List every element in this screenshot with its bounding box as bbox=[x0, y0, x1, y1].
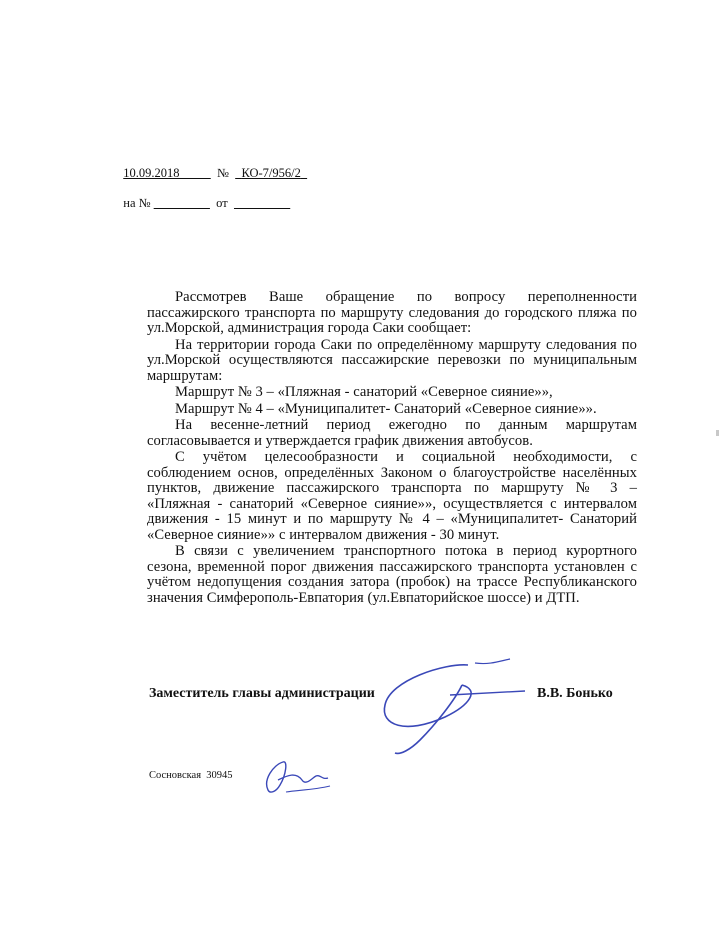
route-4-line: Маршрут № 4 – «Муниципалитет- Санаторий «Северное сияние»». bbox=[175, 400, 597, 417]
doc-number: КО-7/956/2 bbox=[241, 166, 301, 180]
body-line: «Северное сияние»» с интервалом движения - 30 минут. bbox=[147, 526, 500, 543]
handwritten-signature bbox=[350, 655, 550, 765]
executor-name: Сосновская bbox=[149, 770, 202, 781]
ref-from: от bbox=[216, 196, 228, 210]
body-line: значения Симферополь-Евпатория (ул.Евпаторийское шоссе) и ДТП. bbox=[147, 589, 580, 606]
body-line: На территории города Саки по определённому маршруту следования по bbox=[175, 336, 637, 353]
doc-date-line bbox=[117, 152, 307, 180]
body-line: маршрутам: bbox=[147, 367, 223, 384]
letter-body bbox=[147, 290, 637, 606]
body-line: «Пляжная - санаторий «Северное сияние»», осуществляется с интервалом bbox=[147, 495, 637, 512]
body-line: Рассмотрев Ваше обращение по вопросу переполненности bbox=[175, 289, 637, 305]
body-line: В связи с увеличением транспортного потока в период курортного bbox=[175, 543, 637, 559]
executor-phone: 30945 bbox=[206, 770, 233, 781]
doc-reference-line bbox=[117, 182, 290, 210]
ref-prefix: на № bbox=[123, 196, 151, 210]
body-line: учётом недопущения создания затора (пробок) на трассе Республиканского bbox=[147, 574, 637, 590]
body-line: ул.Морской, администрация города Саки сообщает: bbox=[147, 320, 472, 336]
signatory-name: В.В. Бонько bbox=[537, 686, 613, 701]
body-line: На весенне-летний период ежегодно по данным маршрутам bbox=[175, 417, 637, 433]
body-line: пассажирского транспорта по маршруту следования до городского пляжа по bbox=[147, 304, 637, 321]
executor-initials-signature bbox=[258, 750, 338, 800]
body-line: ул.Морской осуществляются пассажирские перевозки по муниципальным bbox=[147, 352, 637, 368]
signatory-position: Заместитель главы администрации bbox=[149, 686, 375, 701]
doc-date: 10.09.2018 bbox=[123, 166, 180, 180]
body-line: сезона, временной порог движения пассажирского транспорта установлен с bbox=[147, 558, 637, 575]
body-line: согласовывается и утверждается график движения автобусов. bbox=[147, 432, 533, 449]
body-line: движения - 15 минут и по маршруту № 4 – «Муниципалитет- Санаторий bbox=[147, 511, 637, 527]
body-line: соблюдением основ, определённых Законом о благоустройстве населённых bbox=[147, 464, 637, 481]
executor-line bbox=[149, 770, 233, 781]
route-3-line: Маршрут № 3 – «Пляжная - санаторий «Северное сияние»», bbox=[175, 384, 553, 400]
doc-number-sign: № bbox=[217, 166, 229, 180]
body-line: С учётом целесообразности и социальной необходимости, с bbox=[175, 449, 637, 465]
body-line: пунктов, движение пассажирского транспорта по маршруту № 3 – bbox=[147, 480, 637, 496]
